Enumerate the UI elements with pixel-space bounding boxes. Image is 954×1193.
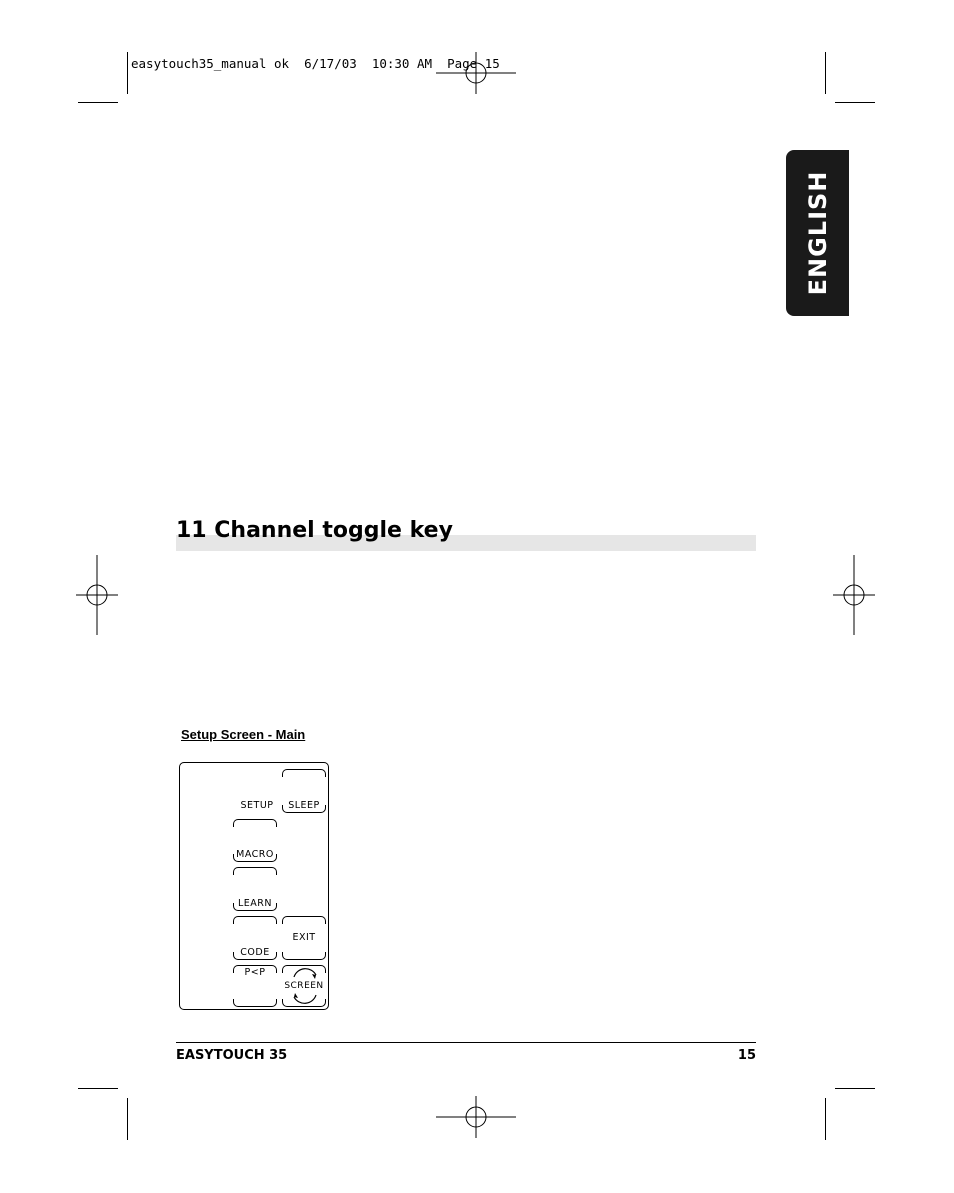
crop-mark bbox=[127, 52, 128, 94]
pip-key-frame bbox=[233, 999, 277, 1007]
setup-screen-panel bbox=[179, 762, 329, 1010]
figure-caption: Setup Screen - Main bbox=[181, 727, 306, 742]
registration-mark-right-icon bbox=[833, 555, 875, 635]
learn-key-frame bbox=[233, 867, 277, 875]
crop-mark bbox=[825, 1098, 826, 1140]
pip-key[interactable]: P<P bbox=[244, 967, 266, 978]
setup-key[interactable]: SETUP bbox=[240, 800, 274, 811]
crop-mark bbox=[78, 102, 118, 103]
print-slug: easytouch35_manual ok 6/17/03 10:30 AM Page 15 bbox=[131, 56, 500, 71]
screen-key-frame bbox=[282, 999, 326, 1007]
registration-mark-bottom-icon bbox=[436, 1096, 516, 1138]
crop-mark bbox=[78, 1088, 118, 1089]
code-key-frame bbox=[233, 916, 277, 924]
code-key-frame bbox=[233, 952, 277, 960]
learn-key[interactable]: LEARN bbox=[237, 898, 272, 909]
sleep-key[interactable]: SLEEP bbox=[288, 800, 320, 811]
crop-mark bbox=[835, 1088, 875, 1089]
crop-mark bbox=[825, 52, 826, 94]
sleep-key-frame bbox=[282, 805, 326, 813]
exit-key-frame bbox=[282, 916, 326, 924]
page-number: 15 bbox=[737, 1048, 756, 1063]
learn-key-frame bbox=[233, 903, 277, 911]
footer-product: EASYTOUCH 35 bbox=[176, 1048, 288, 1063]
language-tab-label: ENGLISH bbox=[803, 170, 832, 296]
language-tab bbox=[786, 150, 849, 316]
crop-mark bbox=[127, 1098, 128, 1140]
exit-key[interactable]: EXIT bbox=[292, 932, 316, 943]
macro-key[interactable]: MACRO bbox=[236, 849, 274, 860]
screen-key[interactable]: SCREEN bbox=[284, 981, 324, 991]
macro-key-frame bbox=[233, 819, 277, 827]
code-key[interactable]: CODE bbox=[240, 947, 270, 958]
section-heading: 11 Channel toggle key bbox=[176, 518, 453, 543]
sleep-key-frame bbox=[282, 769, 326, 777]
macro-key-frame bbox=[233, 854, 277, 862]
crop-mark bbox=[835, 102, 875, 103]
registration-mark-left-icon bbox=[76, 555, 118, 635]
footer-rule bbox=[176, 1042, 756, 1043]
exit-key-frame bbox=[282, 952, 326, 960]
